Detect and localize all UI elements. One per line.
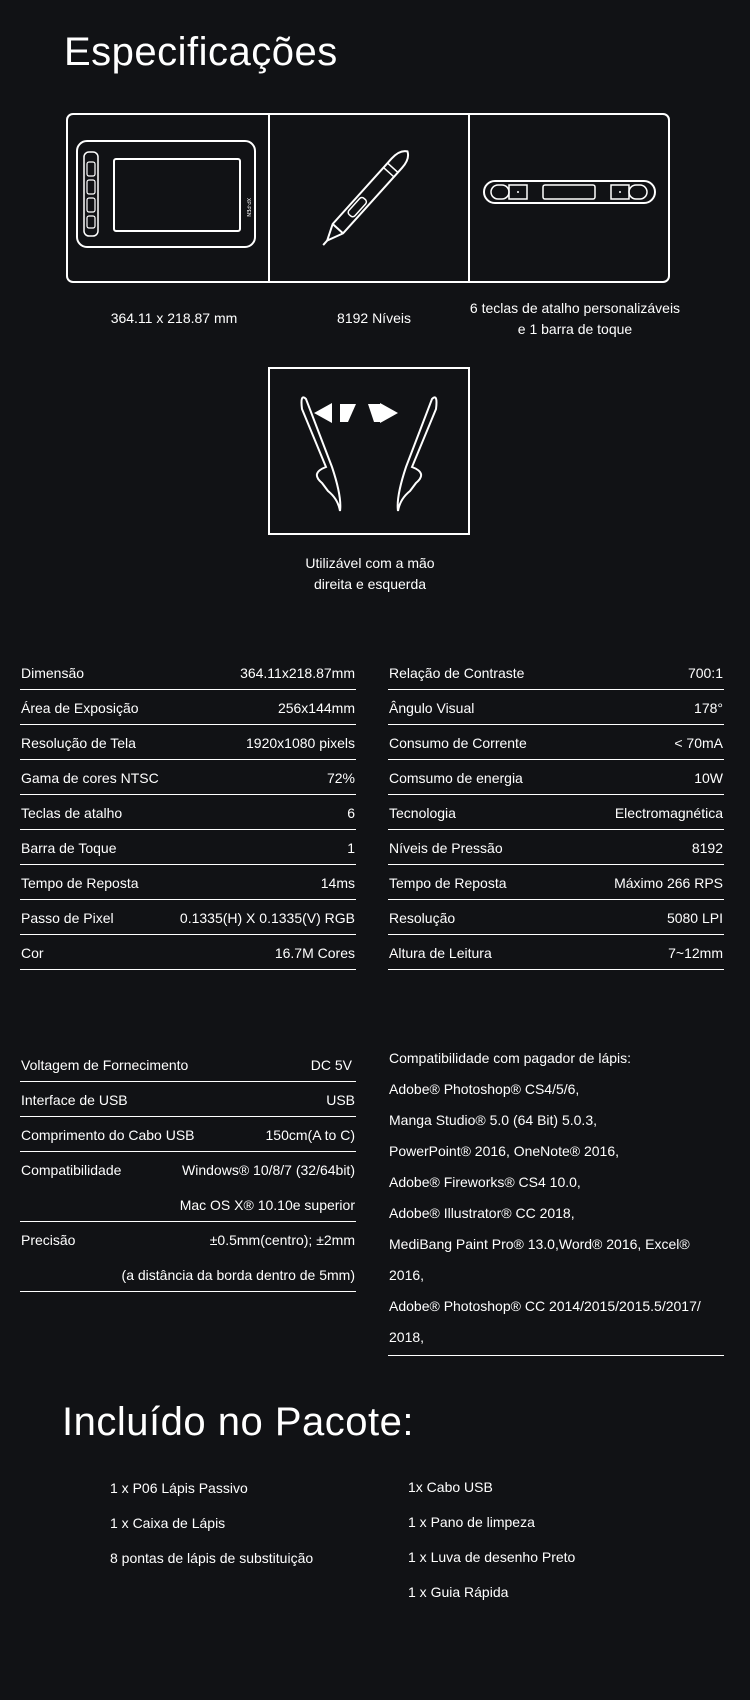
tablet-icon xyxy=(76,140,256,248)
list-item: 1x Cabo USB xyxy=(408,1479,493,1495)
hand-caption-2: direita e esquerda xyxy=(313,576,427,592)
shortcut-caption-2: e 1 barra de toque xyxy=(517,321,633,337)
table-row: Tempo de Reposta 14ms xyxy=(20,864,356,900)
table-row: Altura de Leitura 7~12mm xyxy=(388,934,724,970)
list-item: Adobe® Photoshop® CC 2014/2015/2015.5/2017/ xyxy=(389,1298,701,1314)
list-item: 2016, xyxy=(389,1267,425,1283)
table-row: Voltagem de Fornecimento DC 5V xyxy=(20,1046,356,1082)
table-row: Dimensão 364.11x218.87mm xyxy=(20,654,356,690)
table-row: Comsumo de energia 10W xyxy=(388,759,724,795)
list-item: 1 x Luva de desenho Preto xyxy=(408,1549,576,1565)
table-row: Comprimento do Cabo USB 150cm(A to C) xyxy=(20,1116,356,1152)
table-row: Relação de Contraste 700:1 xyxy=(388,654,724,690)
table-row: Teclas de atalho 6 xyxy=(20,794,356,830)
table-row: Interface de USB USB xyxy=(20,1081,356,1117)
divider xyxy=(388,1355,724,1356)
divider xyxy=(468,115,470,281)
table-row: Tecnologia Electromagnética xyxy=(388,794,724,830)
list-item: PowerPoint® 2016, OneNote® 2016, xyxy=(389,1143,619,1159)
tablet-dimension-caption: 364.11 x 218.87 mm xyxy=(110,310,238,326)
pen-levels-caption: 8192 Níveis xyxy=(337,310,411,326)
list-item: 8 pontas de lápis de substituição xyxy=(110,1550,314,1566)
list-item: Adobe® Photoshop® CS4/5/6, xyxy=(389,1081,580,1097)
table-row: Tempo de Reposta Máximo 266 RPS xyxy=(388,864,724,900)
package-title: Incluído no Pacote: xyxy=(62,1400,414,1444)
table-row: Resolução de Tela 1920x1080 pixels xyxy=(20,724,356,760)
table-row: Área de Exposição 256x144mm xyxy=(20,689,356,725)
two-hands-icon xyxy=(270,369,468,533)
table-row: Precisão ±0.5mm(centro); ±2mm (a distância da borda dentro de 5mm) xyxy=(20,1221,356,1292)
brand-mark: XP-PEN xyxy=(245,198,251,217)
pen-icon xyxy=(300,128,440,258)
table-row: Compatibilidade Windows® 10/8/7 (32/64bit) Mac OS X® 10.10e superior xyxy=(20,1151,356,1222)
table-row: Ângulo Visual 178° xyxy=(388,689,724,725)
list-item: 1 x Caixa de Lápis xyxy=(110,1515,226,1531)
list-item: 1 x Pano de limpeza xyxy=(408,1514,535,1530)
list-item: 1 x Guia Rápida xyxy=(408,1584,509,1600)
table-row: Cor 16.7M Cores xyxy=(20,934,356,970)
shortcut-caption-1: 6 teclas de atalho personalizáveis xyxy=(469,300,681,316)
divider xyxy=(268,115,270,281)
shortcut-bar-icon xyxy=(483,180,656,204)
table-row: Níveis de Pressão 8192 xyxy=(388,829,724,865)
table-row: Consumo de Corrente < 70mA xyxy=(388,724,724,760)
list-item: MediBang Paint Pro® 13.0,Word® 2016, Excel® xyxy=(389,1236,690,1252)
table-row: Gama de cores NTSC 72% xyxy=(20,759,356,795)
list-item: 2018, xyxy=(389,1329,425,1345)
table-row: Resolução 5080 LPI xyxy=(388,899,724,935)
list-item: Adobe® Illustrator® CC 2018, xyxy=(389,1205,575,1221)
page-title: Especificações xyxy=(64,30,338,74)
hand-caption-1: Utilizável com a mão xyxy=(305,555,435,571)
table-row: Barra de Toque 1 xyxy=(20,829,356,865)
list-item: Adobe® Fireworks® CS4 10.0, xyxy=(389,1174,581,1190)
table-row: Passo de Pixel 0.1335(H) X 0.1335(V) RGB xyxy=(20,899,356,935)
list-item: 1 x P06 Lápis Passivo xyxy=(110,1480,248,1496)
list-item: Manga Studio® 5.0 (64 Bit) 5.0.3, xyxy=(389,1112,597,1128)
list-item: Compatibilidade com pagador de lápis: xyxy=(389,1050,632,1066)
